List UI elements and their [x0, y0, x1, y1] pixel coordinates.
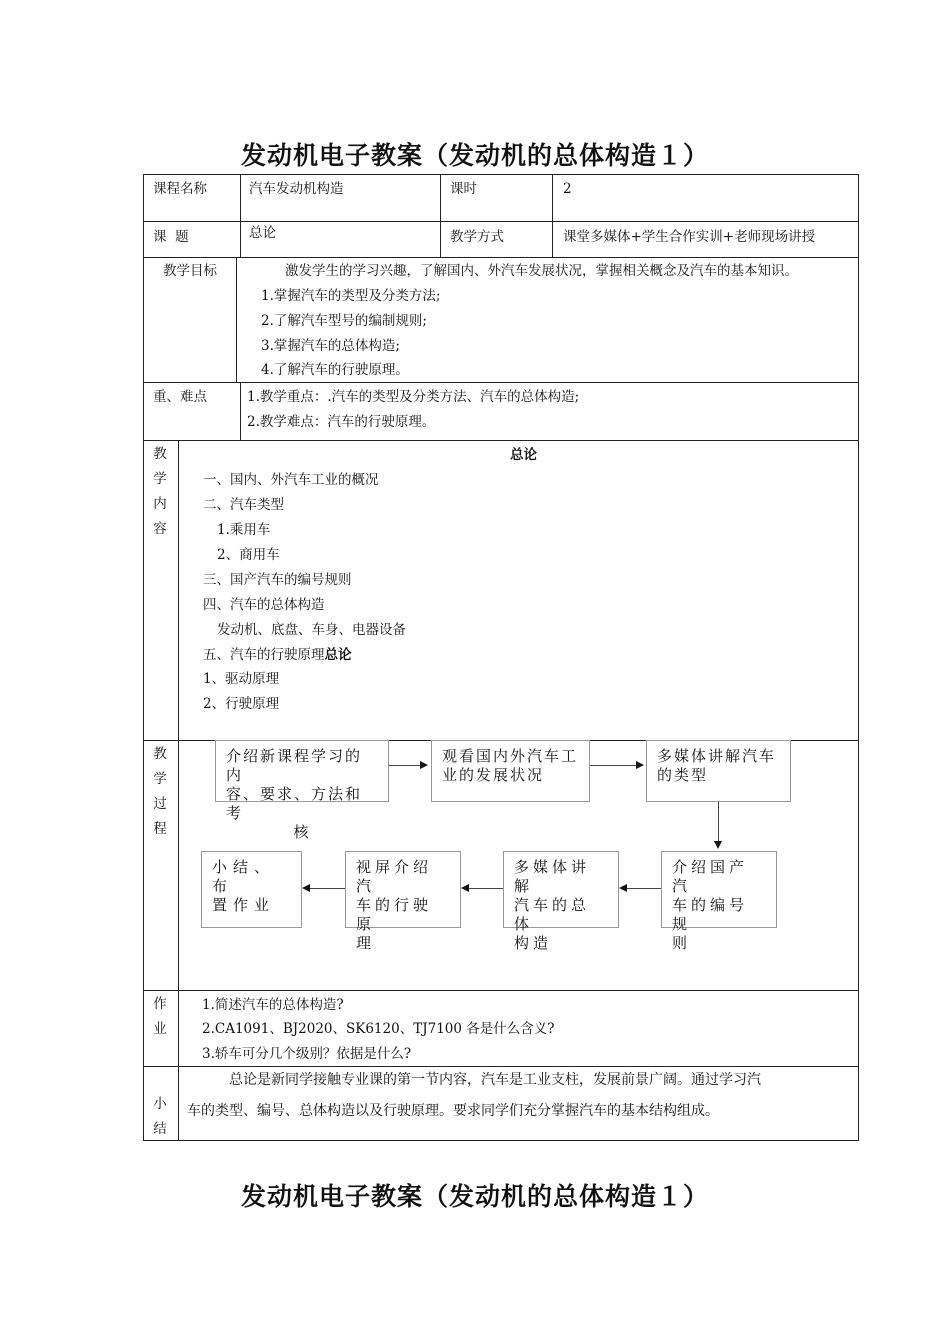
objective-item: 1.掌握汽车的类型及分类方法; — [261, 288, 441, 304]
flow-box-construction — [503, 851, 619, 952]
content-line: 2、商用车 — [217, 547, 280, 563]
flow-box-summary — [201, 851, 302, 928]
process-label-char: 程 — [153, 821, 167, 837]
summary-text-line: 总论是新同学接触专业课的第一节内容，汽车是工业支柱，发展前景广阔。通过学习汽 — [229, 1072, 761, 1088]
arrow-head-icon — [302, 884, 310, 892]
flow-box-line: 视屏介绍汽 — [356, 858, 433, 895]
flow-box-line: 介绍新课程学习的内 — [226, 747, 363, 784]
arrow-head-icon — [461, 884, 469, 892]
flow-box-line: 则 — [672, 934, 692, 952]
flow-box-line: 多媒体讲解 — [514, 858, 591, 895]
process-label-char: 过 — [153, 796, 167, 812]
flow-box-line: 业的发展状况 — [442, 766, 545, 784]
document-title-repeat: 发动机电子教案（发动机的总体构造１） — [240, 1182, 709, 1211]
key-points-label: 重、难点 — [153, 389, 207, 405]
flow-box-line: 核 — [293, 823, 311, 841]
homework-label-char: 作 — [153, 996, 167, 1012]
flow-box-line: 构造 — [514, 934, 553, 952]
flow-arrow-down — [718, 802, 719, 842]
arrow-head-icon — [714, 841, 722, 849]
arrow-head-icon — [636, 761, 644, 769]
topic-value: 总论 — [249, 225, 276, 241]
homework-item: 1.简述汽车的总体构造? — [202, 997, 344, 1013]
content-line: 三、国产汽车的编号规则 — [203, 572, 352, 588]
content-line: 1、驱动原理 — [203, 671, 280, 687]
objectives-intro: 激发学生的学习兴趣，了解国内、外汽车发展状况，掌握相关概念及汽车的基本知识。 — [285, 263, 798, 279]
content-line: 2、行驶原理 — [203, 696, 280, 712]
flow-box-line: 车的编号规 — [672, 896, 749, 933]
flow-box-types — [646, 740, 791, 802]
flow-box-line: 置作业 — [212, 896, 276, 914]
homework-item: 2.CA1091、BJ2020、SK6120、TJ7100 各是什么含义? — [202, 1021, 555, 1037]
flow-box-line: 车的行驶原 — [356, 896, 433, 933]
document-title: 发动机电子教案（发动机的总体构造１） — [240, 141, 709, 170]
objective-item: 4.了解汽车的行驶原理。 — [261, 362, 409, 378]
course-name-value: 汽车发动机构造 — [249, 181, 344, 197]
content-label-char: 学 — [153, 471, 167, 487]
flow-box-line: 容、要求、方法和考 — [226, 785, 363, 822]
key-point-item: 2.教学难点：汽车的行驶原理。 — [247, 414, 436, 430]
flow-box-line: 介绍国产汽 — [672, 858, 749, 895]
process-label-char: 学 — [153, 771, 167, 787]
homework-label-char: 业 — [153, 1021, 167, 1037]
summary-label-char: 小 — [153, 1096, 167, 1112]
summary-text-line: 车的类型、编号、总体构造以及行驶原理。要求同学们充分掌握汽车的基本结构组成。 — [187, 1103, 719, 1119]
content-line-text: 五、汽车的行驶原理 — [203, 647, 325, 663]
teaching-method-label: 教学方式 — [450, 229, 504, 245]
flow-box-driving — [345, 851, 461, 952]
homework-item: 3.轿车可分几个级别？依据是什么? — [202, 1046, 412, 1062]
flow-arrow-left — [310, 888, 345, 889]
flow-box-line: 的类型 — [657, 766, 709, 784]
flow-box-line: 小结、布 — [212, 858, 276, 895]
flow-box-line: 理 — [356, 934, 376, 952]
flow-box-intro — [215, 740, 389, 841]
content-heading: 总论 — [510, 447, 537, 463]
flow-arrow-right — [389, 765, 421, 766]
flow-box-line: 汽车的总体 — [514, 896, 591, 933]
objective-item: 3.掌握汽车的总体构造; — [261, 338, 400, 354]
flow-box-watch — [431, 740, 590, 802]
class-hours-label: 课时 — [450, 181, 477, 197]
content-line: 四、汽车的总体构造 — [203, 597, 325, 613]
flow-arrow-right — [590, 765, 637, 766]
flow-arrow-left — [469, 888, 503, 889]
class-hours-value: 2 — [563, 181, 572, 197]
flow-box-line: 多媒体讲解汽车 — [657, 747, 777, 765]
content-line: 发动机、底盘、车身、电器设备 — [217, 622, 406, 638]
objectives-label: 教学目标 — [163, 263, 217, 279]
topic-label: 课 题 — [153, 229, 189, 245]
arrow-head-icon — [619, 884, 627, 892]
content-line — [203, 647, 352, 663]
content-label-char: 教 — [153, 446, 167, 462]
content-label-char: 内 — [153, 496, 167, 512]
content-label-char: 容 — [153, 521, 167, 537]
key-point-item: 1.教学重点：.汽车的类型及分类方法、汽车的总体构造; — [247, 389, 580, 405]
flow-box-numbering — [661, 851, 777, 952]
flow-box-line: 观看国内外汽车工 — [442, 747, 579, 765]
arrow-head-icon — [420, 761, 428, 769]
process-label-char: 教 — [153, 746, 167, 762]
summary-label-char: 结 — [153, 1121, 167, 1137]
objective-item: 2.了解汽车型号的编制规则; — [261, 313, 427, 329]
content-line: 1.乘用车 — [217, 522, 271, 538]
content-line: 一、国内、外汽车工业的概况 — [203, 472, 379, 488]
teaching-method-value: 课堂多媒体+学生合作实训+老师现场讲授 — [563, 229, 816, 245]
content-line: 二、汽车类型 — [203, 497, 284, 513]
course-name-label: 课程名称 — [153, 181, 207, 197]
flow-arrow-left — [627, 888, 661, 889]
content-line-bold: 总论 — [324, 647, 352, 663]
